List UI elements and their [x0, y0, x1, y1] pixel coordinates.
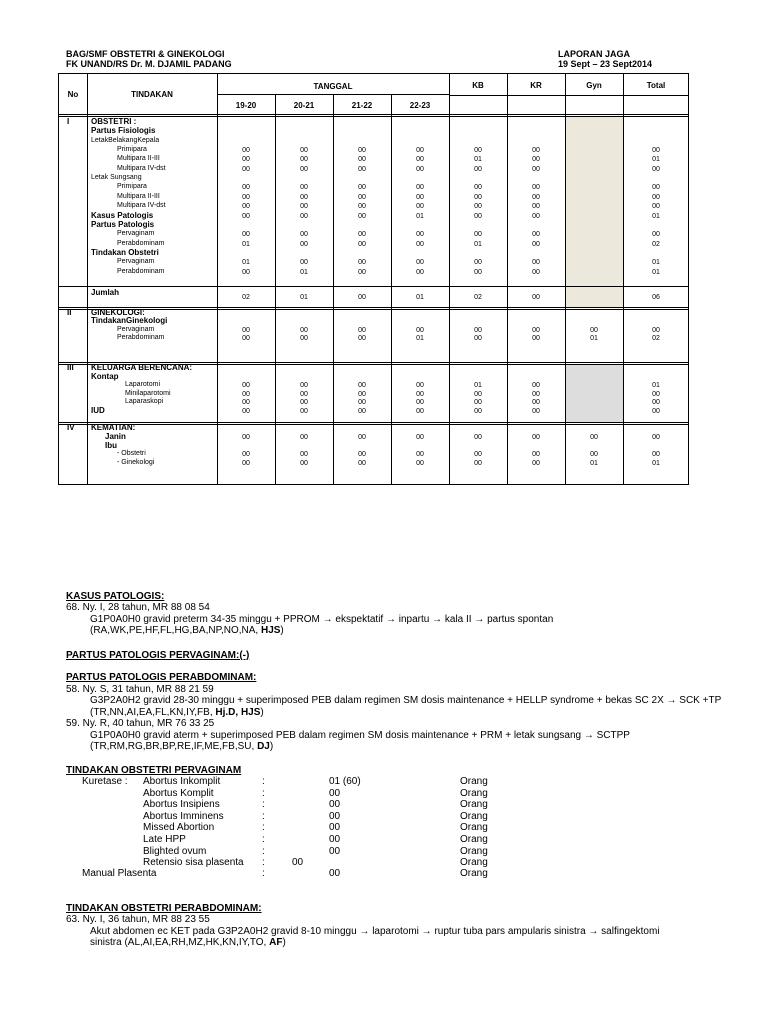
col-tanggal-header: TANGGAL [313, 82, 353, 91]
row-label: Janin [105, 431, 126, 441]
table-cell: 00 [242, 156, 250, 164]
table-cell: 00 [474, 399, 482, 407]
table-cell: 00 [474, 408, 482, 415]
row-label: Perabdominam [117, 334, 165, 342]
row-label: GINEKOLOGI: [91, 308, 145, 317]
table-cell: 00 [532, 268, 540, 276]
jumlah-cell: 02 [474, 294, 482, 301]
table-cell: 00 [474, 335, 482, 343]
table-cell: 00 [416, 326, 424, 334]
row-label: KELUARGA BERENCANA: [91, 363, 193, 372]
report-period: 19 Sept – 23 Sept2014 [558, 59, 653, 69]
row-label: LetakBelakangKepala [91, 136, 160, 144]
top-row-colon: : [262, 822, 265, 834]
ppa-line-2: G3P2A0H2 gravid 28-30 minggu + superimposed PEB dalam regimen SM dosis maintenance + HELLP syndrome + bekas SC 2X → SCK +TP [90, 695, 722, 706]
top-row-unit: Orang [460, 834, 488, 845]
section-number: I [67, 117, 70, 126]
kasus-line-3: (RA,WK,PE,HF,FL,HG,BA,NP,NO,NA, HJS) [90, 625, 284, 636]
col-gyn-header: Gyn [586, 81, 602, 90]
table-cell: 00 [300, 382, 308, 390]
report-title: LAPORAN JAGA [558, 49, 631, 59]
jumlah-label: Jumlah [91, 288, 120, 297]
kasus-line-1: 68. Ny. I, 28 tahun, MR 88 08 54 [66, 602, 210, 613]
table-cell: 00 [300, 156, 308, 164]
top-row-unit: Orang [460, 810, 488, 822]
row-label: Multipara II-III [117, 155, 160, 163]
table-cell: 01 [474, 240, 482, 248]
gyn-shade-jumlah [566, 286, 623, 306]
table-cell: 00 [652, 184, 660, 192]
table-cell: 01 [590, 335, 598, 343]
table-cell: 01 [652, 460, 660, 468]
table-cell: 00 [590, 433, 598, 441]
table-cell: 00 [300, 193, 308, 201]
row-label: Multipara II-III [117, 192, 160, 200]
table-cell: 00 [358, 147, 366, 155]
table-cell: 00 [416, 193, 424, 201]
top-row-value: 01 (60) [329, 776, 361, 787]
table-cell: 02 [652, 240, 660, 248]
top-row-unit: Orang [460, 799, 488, 811]
table-cell: 00 [358, 165, 366, 173]
table-cell: 00 [416, 399, 424, 407]
header-bottom-line-2 [59, 116, 688, 117]
table-cell: 00 [358, 203, 366, 211]
table-cell: 00 [416, 259, 424, 267]
row-label: Perabdominam [117, 267, 165, 275]
tanggal-divider [217, 94, 449, 95]
manual-plasenta-label: Manual Plasenta [82, 868, 157, 879]
table-cell: 00 [532, 231, 540, 239]
row-label: Letak Sungsang [91, 174, 142, 182]
table-cell: 00 [300, 165, 308, 173]
table-cell: 01 [242, 259, 250, 267]
row-label: Partus Patologis [91, 219, 155, 229]
table-cell: 00 [652, 408, 660, 415]
manual-plasenta-unit: Orang [460, 868, 488, 879]
table-cell: 00 [300, 390, 308, 398]
table-cell: 01 [652, 156, 660, 164]
top-row-label: Blighted ovum [143, 845, 207, 857]
table-cell: 00 [358, 156, 366, 164]
table-cell: 00 [532, 193, 540, 201]
table-cell: 01 [416, 335, 424, 343]
tpa-line-1: 63. Ny. I, 36 tahun, MR 88 23 55 [66, 914, 210, 925]
kuretase-label: Kuretase : [82, 776, 128, 787]
table-cell: 00 [242, 193, 250, 201]
tpa-line-2: Akut abdomen ec KET pada G3P2A0H2 gravid 8-10 minggu → laparotomi → ruptur tuba pars ampularis sinistra → salfingektomi [90, 926, 660, 937]
col-kb-header: KB [472, 81, 484, 90]
top-row-colon: : [262, 810, 265, 822]
top-row-unit: Orang [460, 845, 488, 857]
table-cell: 00 [652, 399, 660, 407]
table-cell: 00 [242, 460, 250, 468]
table-cell: 00 [300, 335, 308, 343]
jumlah-cell: 02 [242, 294, 250, 301]
report-table [58, 73, 689, 485]
table-cell: 00 [474, 212, 482, 220]
table-cell: 00 [474, 259, 482, 267]
table-cell: 00 [358, 231, 366, 239]
table-cell: 00 [590, 451, 598, 459]
date-header-1: 19-20 [235, 101, 257, 110]
jumlah-cell: 00 [532, 294, 540, 301]
ppa-line-3: (TR,NN,AI,EA,FL,KN,IY,FB, Hj.D, HJS) [90, 707, 264, 718]
jumlah-cell: 00 [358, 294, 366, 301]
table-cell: 00 [242, 408, 250, 415]
ppa-line-5: G1P0A0H0 gravid aterm + superimposed PEB dalam regimen SM dosis maintenance + PRM + letak sungsang → SCTPP [90, 730, 630, 741]
table-cell: 00 [416, 268, 424, 276]
table-cell: 00 [300, 259, 308, 267]
table-cell: 00 [474, 451, 482, 459]
row-label: Pervaginam [117, 230, 155, 238]
top-row-label: Abortus Inkomplit [143, 776, 221, 787]
row-label: Perabdominam [117, 239, 165, 247]
hospital-name: FK UNAND/RS Dr. M. DJAMIL PADANG [66, 59, 232, 69]
section-divider [59, 309, 688, 310]
table-cell: 00 [242, 335, 250, 343]
table-cell: 00 [416, 147, 424, 155]
department-name: BAG/SMF OBSTETRI & GINEKOLOGI [66, 49, 225, 59]
table-cell: 00 [532, 240, 540, 248]
table-cell: 00 [474, 165, 482, 173]
table-cell: 01 [474, 382, 482, 390]
kasus-line-2: G1P0A0H0 gravid preterm 34-35 minggu + PPROM → ekspektatif → inpartu → kala II → partus spontan [90, 614, 554, 625]
manual-plasenta-value: 00 [329, 868, 341, 879]
table-cell: 00 [532, 212, 540, 220]
section-divider [59, 307, 688, 308]
top-row-value: 00 [329, 799, 341, 811]
table-cell: 00 [532, 335, 540, 343]
top-row-value: 00 [329, 787, 341, 799]
table-cell: 00 [416, 382, 424, 390]
table-cell: 00 [300, 408, 308, 415]
table-cell: 00 [300, 184, 308, 192]
table-cell: 00 [590, 326, 598, 334]
section-number: IV [67, 423, 75, 432]
table-cell: 01 [590, 460, 598, 468]
table-cell: 02 [652, 335, 660, 343]
gyn-shade-kb [566, 364, 623, 422]
table-cell: 00 [532, 408, 540, 415]
table-cell: 00 [652, 147, 660, 155]
tpa-title: TINDAKAN OBSTETRI PERABDOMINAM: [66, 903, 262, 914]
table-cell: 00 [652, 203, 660, 211]
table-cell: 00 [416, 240, 424, 248]
table-cell: 00 [300, 231, 308, 239]
table-cell: 00 [532, 390, 540, 398]
table-cell: 00 [416, 390, 424, 398]
table-cell: 00 [242, 203, 250, 211]
table-cell: 00 [242, 165, 250, 173]
table-cell: 01 [416, 212, 424, 220]
table-cell: 00 [242, 390, 250, 398]
ppa-title: PARTUS PATOLOGIS PERABDOMINAM: [66, 672, 257, 683]
table-cell: 00 [532, 147, 540, 155]
table-cell: 00 [300, 460, 308, 468]
row-label: Partus Fisiologis [91, 126, 156, 136]
table-cell: 00 [652, 390, 660, 398]
table-cell: 00 [532, 399, 540, 407]
table-cell: 00 [300, 399, 308, 407]
top-row-label: Abortus Insipiens [143, 799, 220, 811]
table-cell: 00 [242, 451, 250, 459]
table-cell: 00 [474, 460, 482, 468]
jumlah-cell: 01 [416, 294, 424, 301]
top-row-colon: : [262, 787, 265, 799]
section-divider [59, 424, 688, 425]
top-row-value: 00 [329, 845, 341, 857]
table-cell: 00 [474, 231, 482, 239]
ppa-line-1: 58. Ny. S, 31 tahun, MR 88 21 59 [66, 684, 214, 695]
table-cell: 00 [652, 231, 660, 239]
top-row-colon: : [262, 834, 265, 845]
table-cell: 01 [652, 268, 660, 276]
row-label: Multipara IV-dst [117, 202, 166, 210]
row-label: TindakanGinekologi [91, 316, 168, 326]
table-cell: 00 [416, 156, 424, 164]
table-cell: 01 [300, 268, 308, 276]
row-label: Laparaskopi [125, 398, 164, 406]
section-divider [59, 422, 688, 423]
table-cell: 00 [358, 390, 366, 398]
top-row-value: 00 [329, 822, 341, 834]
row-label: Kontap [91, 371, 119, 381]
table-cell: 00 [358, 326, 366, 334]
table-cell: 00 [416, 231, 424, 239]
table-cell: 00 [300, 451, 308, 459]
table-cell: 00 [474, 390, 482, 398]
top-row-unit: Orang [460, 776, 488, 787]
table-cell: 01 [652, 212, 660, 220]
table-cell: 00 [416, 203, 424, 211]
row-label: Primipara [117, 146, 147, 154]
top-row-value: 00 [292, 857, 304, 869]
col-tindakan-header: TINDAKAN [131, 90, 173, 99]
table-cell: 00 [242, 231, 250, 239]
top-title: TINDAKAN OBSTETRI PERVAGINAM [66, 765, 242, 776]
table-cell: 00 [532, 460, 540, 468]
table-cell: 00 [358, 382, 366, 390]
table-cell: 00 [358, 451, 366, 459]
table-cell: 00 [532, 184, 540, 192]
table-cell: 00 [242, 212, 250, 220]
table-cell: 00 [652, 165, 660, 173]
top-row-colon: : [262, 845, 265, 857]
table-cell: 00 [416, 433, 424, 441]
table-cell: 00 [242, 433, 250, 441]
section-number: II [67, 308, 72, 317]
table-cell: 01 [474, 156, 482, 164]
top-row-value: 00 [329, 810, 341, 822]
table-cell: 00 [474, 147, 482, 155]
gyn-shade-obstetri [566, 117, 623, 307]
top-row-colon: : [262, 776, 265, 787]
institution-header [66, 49, 232, 69]
table-cell: 00 [358, 268, 366, 276]
table-cell: 00 [652, 433, 660, 441]
row-label: OBSTETRI : [91, 117, 137, 126]
table-cell: 00 [532, 156, 540, 164]
row-label: - Obstetri [117, 450, 146, 458]
top-row-label: Abortus Komplit [143, 787, 214, 799]
top-row-label: Retensio sisa plasenta [143, 857, 244, 869]
top-row-colon: : [262, 857, 265, 869]
jumlah-cell: 01 [300, 294, 308, 301]
table-cell: 00 [358, 184, 366, 192]
top-row-unit: Orang [460, 787, 488, 799]
table-cell: 00 [532, 259, 540, 267]
table-cell: 01 [652, 382, 660, 390]
table-cell: 00 [242, 382, 250, 390]
table-cell: 00 [300, 147, 308, 155]
table-cell: 00 [242, 268, 250, 276]
col-no-header: No [67, 90, 79, 99]
table-cell: 00 [300, 203, 308, 211]
row-label: Pervaginam [117, 325, 155, 333]
table-cell: 00 [652, 193, 660, 201]
row-label: Tindakan Obstetri [91, 247, 159, 257]
table-cell: 00 [416, 408, 424, 415]
jumlah-cell: 06 [652, 294, 660, 301]
table-cell: 00 [242, 399, 250, 407]
top-row-colon: : [262, 799, 265, 811]
row-label: Multipara IV-dst [117, 164, 166, 172]
table-cell: 00 [358, 212, 366, 220]
manual-plasenta-colon: : [262, 868, 265, 879]
table-cell: 00 [416, 165, 424, 173]
table-cell: 00 [242, 147, 250, 155]
section-number: III [67, 363, 74, 372]
table-cell: 00 [242, 184, 250, 192]
row-label: Pervaginam [117, 258, 155, 266]
top-row-label: Abortus Imminens [143, 810, 224, 822]
ppv-title: PARTUS PATOLOGIS PERVAGINAM:(-) [66, 650, 250, 661]
table-cell: 00 [358, 335, 366, 343]
date-header-2: 20-21 [293, 101, 315, 110]
top-row-unit: Orang [460, 822, 488, 834]
top-row-value: 00 [329, 834, 341, 845]
table-cell: 00 [300, 433, 308, 441]
report-header [558, 49, 652, 69]
table-cell: 00 [358, 408, 366, 415]
table-cell: 00 [300, 212, 308, 220]
table-cell: 00 [416, 451, 424, 459]
tpa-line-3: sinistra (AL,AI,EA,RH,MZ,HK,KN,IY,TO, AF) [90, 937, 286, 948]
row-label: - Ginekologi [117, 459, 155, 467]
table-cell: 00 [652, 326, 660, 334]
table-cell: 00 [358, 259, 366, 267]
table-cell: 00 [474, 184, 482, 192]
row-label: IUD [91, 406, 105, 415]
table-cell: 00 [532, 326, 540, 334]
row-label: Ibu [105, 440, 117, 450]
table-cell: 00 [532, 451, 540, 459]
row-label: Laparotomi [125, 381, 161, 389]
top-row-label: Late HPP [143, 834, 186, 845]
header-bottom-line [59, 114, 688, 115]
table-cell: 00 [300, 326, 308, 334]
table-cell: 01 [242, 240, 250, 248]
date-header-3: 21-22 [351, 101, 373, 110]
table-cell: 00 [416, 184, 424, 192]
table-cell: 00 [652, 451, 660, 459]
header-mid-line [449, 95, 688, 96]
table-cell: 00 [532, 382, 540, 390]
table-cell: 00 [474, 193, 482, 201]
table-cell: 00 [358, 240, 366, 248]
row-label: Kasus Patologis [91, 210, 154, 220]
row-label: Primipara [117, 183, 147, 191]
table-cell: 00 [532, 203, 540, 211]
table-cell: 00 [242, 326, 250, 334]
kasus-patologis-title: KASUS PATOLOGIS: [66, 591, 165, 602]
table-cell: 01 [652, 259, 660, 267]
table-cell: 00 [474, 326, 482, 334]
table-cell: 00 [532, 165, 540, 173]
table-cell: 00 [358, 193, 366, 201]
top-row-unit: Orang [460, 857, 488, 869]
table-cell: 00 [474, 203, 482, 211]
ppa-line-6: (TR,RM,RG,BR,BP,RE,IF,ME,FB,SU, DJ) [90, 741, 274, 752]
table-cell: 00 [416, 460, 424, 468]
section-divider [59, 286, 688, 287]
row-label: KEMATIAN: [91, 423, 136, 432]
table-cell: 00 [358, 460, 366, 468]
col-kr-header: KR [530, 81, 542, 90]
table-cell: 00 [358, 399, 366, 407]
top-row-label: Missed Abortion [143, 822, 215, 834]
row-label: Minilaparotomi [125, 389, 171, 397]
date-header-4: 22-23 [409, 101, 431, 110]
col-total-header: Total [646, 81, 666, 90]
table-cell: 00 [300, 240, 308, 248]
table-cell: 00 [358, 433, 366, 441]
table-cell: 00 [474, 433, 482, 441]
table-cell: 00 [532, 433, 540, 441]
ppa-line-4: 59. Ny. R, 40 tahun, MR 76 33 25 [66, 718, 215, 729]
table-cell: 00 [474, 268, 482, 276]
